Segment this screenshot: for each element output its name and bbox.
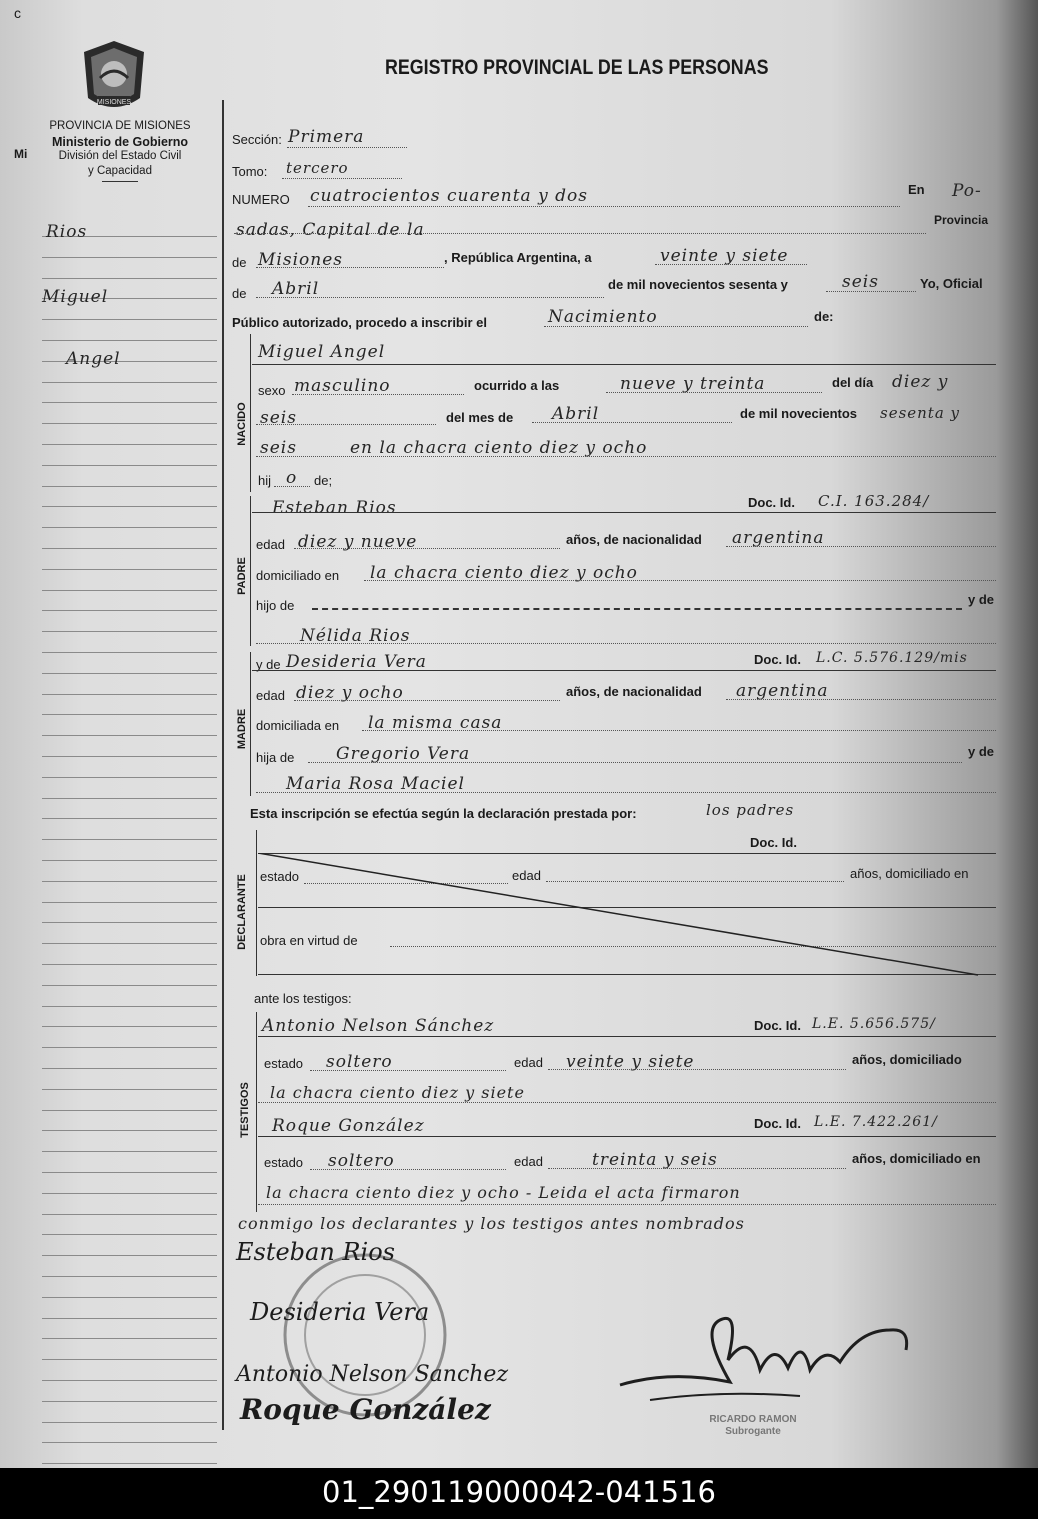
mes-value: Abril xyxy=(552,404,600,424)
madre-hija-label: hija de xyxy=(256,750,295,765)
numero-value: cuatrocientos cuarenta y dos xyxy=(310,186,588,206)
testigo-1-edad-value: veinte y siete xyxy=(566,1052,695,1072)
org-line-division: División del Estado Civil xyxy=(58,150,182,162)
sexo-value: masculino xyxy=(294,376,391,396)
en-label: En xyxy=(908,182,925,197)
margin-rule xyxy=(42,506,217,507)
org-line-province: PROVINCIA DE MISIONES xyxy=(49,120,191,132)
testigo-2-name: Roque González xyxy=(272,1116,425,1136)
year-line xyxy=(826,291,916,292)
hora-line xyxy=(606,392,822,393)
dia-cont-value: seis xyxy=(260,408,297,428)
signature-witness-1: Antonio Nelson Sanchez xyxy=(236,1362,509,1387)
nacido-rule xyxy=(250,334,251,492)
margin-rule xyxy=(42,631,217,632)
numero-label: NUMERO xyxy=(232,192,290,207)
padre-hijo-line xyxy=(312,608,962,610)
seccion-label: Sección: xyxy=(232,132,282,147)
testigo-2-edad-label: edad xyxy=(514,1154,543,1169)
margin-rule xyxy=(42,714,217,715)
padre-edad-label: edad xyxy=(256,537,285,552)
declarante-intro-label: Esta inscripción se efectúa según la declaración prestada por: xyxy=(250,806,637,821)
tomo-value: tercero xyxy=(286,159,349,177)
madre-mother-line xyxy=(256,792,996,793)
official-signature-icon xyxy=(610,1290,920,1420)
margin-rule xyxy=(42,548,217,549)
org-divider xyxy=(102,181,138,182)
margin-rule xyxy=(42,839,217,840)
testigo-1-estado-line xyxy=(310,1070,506,1071)
org-header xyxy=(20,121,220,182)
nacido-name: Miguel Angel xyxy=(258,342,386,362)
padre-edad-line xyxy=(294,548,560,549)
padre-nac-value: argentina xyxy=(732,528,825,548)
en-value: Po- xyxy=(952,181,982,201)
madre-nac-label: años, de nacionalidad xyxy=(566,684,702,699)
testigos-intro-label: ante los testigos: xyxy=(254,991,352,1006)
madre-nac-value: argentina xyxy=(736,681,829,701)
left-stub-text: Mi xyxy=(14,147,28,161)
testigo-1-anos-label: años, domiciliado xyxy=(852,1052,962,1067)
padre-mother-value: Nélida Rios xyxy=(300,626,411,646)
madre-name-line xyxy=(252,670,996,671)
margin-rule xyxy=(42,1089,217,1090)
testigo-1-edad-label: edad xyxy=(514,1055,543,1070)
madre-dom-label: domiciliada en xyxy=(256,718,340,733)
margin-rule xyxy=(42,527,217,528)
publico-label: Público autorizado, procedo a inscribir el xyxy=(232,315,487,330)
anio-value: sesenta y xyxy=(880,404,961,422)
margin-rule xyxy=(42,1442,217,1443)
seal-text: MISIONES xyxy=(96,99,132,106)
margin-rule xyxy=(42,486,217,487)
page-title: REGISTRO PROVINCIAL DE LAS PERSONAS xyxy=(385,56,769,79)
nacido-section-label: NACIDO xyxy=(236,402,248,446)
margin-rule xyxy=(42,902,217,903)
seccion-line xyxy=(287,147,407,148)
margin-rule xyxy=(42,1380,217,1381)
margin-rule xyxy=(42,569,217,570)
margin-rule xyxy=(42,735,217,736)
padre-doc-label: Doc. Id. xyxy=(748,495,795,510)
margin-rule xyxy=(42,1401,217,1402)
day-value: veinte y siete xyxy=(660,246,789,266)
margin-rule xyxy=(42,860,217,861)
dia-value: diez y xyxy=(892,372,949,392)
testigo-1-name: Antonio Nelson Sánchez xyxy=(262,1016,495,1036)
act-type-value: Nacimiento xyxy=(548,307,658,327)
margin-rule xyxy=(42,1463,217,1464)
madre-mother-value: Maria Rosa Maciel xyxy=(286,774,465,794)
declarante-edad-label: edad xyxy=(512,868,541,883)
madre-y-de-label: y de xyxy=(256,657,281,672)
margin-rule xyxy=(42,1338,217,1339)
testigo-1-dom-value: la chacra ciento diez y siete xyxy=(270,1083,525,1102)
margin-rule xyxy=(42,1255,217,1256)
testigo-1-edad-line xyxy=(548,1069,846,1070)
city-value: sadas, Capital de la xyxy=(236,220,425,240)
margin-rule xyxy=(42,610,217,611)
margin-rule xyxy=(42,943,217,944)
margin-rule xyxy=(42,1151,217,1152)
signature-witness-2: Roque González xyxy=(240,1393,491,1426)
declarante-anos-label: años, domiciliado en xyxy=(850,866,969,881)
dia-cont-line xyxy=(256,424,436,425)
declarante-strikethrough xyxy=(258,853,998,977)
testigo-2-doc-label: Doc. Id. xyxy=(754,1116,801,1131)
sexo-line xyxy=(292,394,464,395)
mes-label: del mes de xyxy=(446,410,514,425)
province-value: Misiones xyxy=(258,250,343,270)
margin-rule xyxy=(42,652,217,653)
madre-name: Desideria Vera xyxy=(286,652,427,672)
org-line-capacity: y Capacidad xyxy=(88,164,152,177)
padre-nac-line xyxy=(726,546,996,547)
declarante-intro-value: los padres xyxy=(706,801,795,819)
margin-rule xyxy=(42,423,217,424)
stamp-caption-role: Subrogante xyxy=(725,1426,781,1437)
testigo-2-edad-line xyxy=(548,1168,846,1169)
corner-mark: c xyxy=(14,5,21,21)
de-semicolon-label: de; xyxy=(314,473,333,488)
anio-label: de mil novecientos xyxy=(740,406,858,421)
madre-nac-line xyxy=(726,699,996,700)
padre-rule xyxy=(250,496,251,646)
testigo-2-doc-value: L.E. 7.422.261/ xyxy=(814,1114,938,1130)
testigo-2-name-line xyxy=(258,1136,996,1137)
tomo-label: Tomo: xyxy=(232,164,268,179)
testigo-1-estado-value: soltero xyxy=(326,1052,393,1072)
provincia-label: Provincia xyxy=(934,213,989,227)
madre-edad-value: diez y ocho xyxy=(296,683,404,703)
sexo-label: sexo xyxy=(258,383,286,398)
madre-section-label: MADRE xyxy=(236,708,248,750)
hij-value: o xyxy=(286,468,298,488)
year-value: seis xyxy=(842,272,879,292)
margin-rule xyxy=(42,1110,217,1111)
month-value: Abril xyxy=(272,279,320,299)
testigo-2-dom-value: la chacra ciento diez y ocho - Leida el acta firmaron xyxy=(266,1183,741,1202)
padre-section-label: PADRE xyxy=(236,557,248,595)
madre-father-line xyxy=(308,762,962,763)
margin-rule xyxy=(42,278,217,279)
padre-dom-value: la chacra ciento diez y ocho xyxy=(370,563,638,583)
margin-note-first-name: Miguel xyxy=(42,287,109,307)
margin-rule xyxy=(42,257,217,258)
margin-rule xyxy=(42,1047,217,1048)
padre-dom-label: domiciliado en xyxy=(256,568,340,583)
margin-rule xyxy=(42,1359,217,1360)
testigos-rule xyxy=(256,1012,257,1212)
padre-doc-value: C.I. 163.284/ xyxy=(818,492,930,510)
padre-dom-line xyxy=(364,580,996,581)
declarante-section-label: DECLARANTE xyxy=(236,874,248,950)
margin-rule xyxy=(42,798,217,799)
testigo-1-doc-value: L.E. 5.656.575/ xyxy=(812,1016,936,1032)
padre-name-line xyxy=(252,512,996,513)
de-colon-label: de: xyxy=(814,309,834,324)
oficial-label: Yo, Oficial xyxy=(920,276,983,291)
margin-rule xyxy=(42,1130,217,1131)
margin-rule xyxy=(42,340,217,341)
margin-note-surname: Rios xyxy=(46,222,88,242)
margin-rule xyxy=(42,1193,217,1194)
numero-line xyxy=(308,206,900,207)
declarante-estado-label: estado xyxy=(260,869,300,884)
margin-rule xyxy=(42,777,217,778)
margin-rule xyxy=(42,964,217,965)
act-type-line xyxy=(544,326,808,327)
padre-mother-line xyxy=(256,643,996,644)
testigo-2-estado-line xyxy=(310,1169,506,1170)
margin-rule xyxy=(42,465,217,466)
margin-rule xyxy=(42,922,217,923)
margin-rule xyxy=(42,694,217,695)
hij-label: hij xyxy=(258,473,272,488)
madre-dom-line xyxy=(362,730,996,731)
padre-y-de-label: y de xyxy=(968,592,995,607)
year-label: de mil novecientos sesenta y xyxy=(608,277,788,292)
declarante-doc-label: Doc. Id. xyxy=(750,835,797,850)
margin-rule xyxy=(42,1318,217,1319)
margin-rule xyxy=(42,590,217,591)
signature-mother: Desideria Vera xyxy=(250,1298,430,1326)
madre-doc-label: Doc. Id. xyxy=(754,652,801,667)
declarante-rule xyxy=(256,830,257,976)
tomo-line xyxy=(282,178,402,179)
footer-image-id: 01_290119000042-041516 xyxy=(322,1475,716,1509)
margin-rule xyxy=(42,1172,217,1173)
closing-text: conmigo los declarantes y los testigos antes nombrados xyxy=(238,1214,745,1233)
margin-rule xyxy=(42,756,217,757)
padre-edad-value: diez y nueve xyxy=(298,532,418,552)
de-label: de xyxy=(232,255,247,270)
margin-rule xyxy=(42,1422,217,1423)
margin-rule xyxy=(42,673,217,674)
testigo-1-doc-label: Doc. Id. xyxy=(754,1018,801,1033)
margin-rule xyxy=(42,818,217,819)
seccion-value: Primera xyxy=(288,127,365,147)
main-vertical-rule xyxy=(222,100,224,1430)
provincial-seal-icon xyxy=(80,38,148,118)
padre-name: Esteban Rios xyxy=(272,498,397,518)
lugar-value: en la chacra ciento diez y ocho xyxy=(350,438,648,458)
ocurrido-label: ocurrido a las xyxy=(474,378,560,393)
margin-rule xyxy=(42,1026,217,1027)
nacido-name-line xyxy=(252,364,996,365)
padre-nac-label: años, de nacionalidad xyxy=(566,532,702,547)
anio-cont-value: seis xyxy=(260,438,297,458)
hora-value: nueve y treinta xyxy=(620,374,766,394)
testigo-2-estado-value: soltero xyxy=(328,1151,395,1171)
org-line-ministry: Ministerio de Gobierno xyxy=(51,134,189,149)
margin-rule xyxy=(42,1276,217,1277)
testigo-2-dom-line xyxy=(258,1204,996,1205)
margin-rule xyxy=(42,1214,217,1215)
margin-rule xyxy=(42,1297,217,1298)
madre-dom-value: la misma casa xyxy=(368,713,503,733)
del-dia-label: del día xyxy=(832,375,874,390)
testigo-1-dom-line xyxy=(258,1102,996,1103)
margin-rule xyxy=(42,1068,217,1069)
margin-rule xyxy=(42,402,217,403)
madre-edad-line xyxy=(294,700,560,701)
stamp-caption-name: RICARDO RAMON xyxy=(709,1414,797,1425)
madre-father-value: Gregorio Vera xyxy=(336,744,471,764)
hij-line xyxy=(274,486,310,487)
testigo-2-anos-label: años, domiciliado en xyxy=(852,1151,981,1166)
day-line xyxy=(655,264,807,265)
de2-label: de xyxy=(232,286,247,301)
lugar-line xyxy=(256,456,996,457)
margin-rule xyxy=(42,985,217,986)
margin-note-second-name: Angel xyxy=(66,349,121,369)
mes-line xyxy=(532,422,732,423)
margin-ruled-lines xyxy=(42,200,220,1468)
republica-label: , República Argentina, a xyxy=(444,250,592,265)
madre-doc-value: L.C. 5.576.129/mis xyxy=(816,650,968,666)
signature-father: Esteban Rios xyxy=(236,1238,395,1266)
margin-rule xyxy=(42,382,217,383)
testigo-2-estado-label: estado xyxy=(264,1155,304,1170)
margin-rule xyxy=(42,1234,217,1235)
margin-rule xyxy=(42,444,217,445)
madre-y-de-label-2: y de xyxy=(968,744,995,759)
testigo-2-edad-value: treinta y seis xyxy=(592,1150,718,1170)
margin-rule xyxy=(42,881,217,882)
margin-rule xyxy=(42,1006,217,1007)
madre-rule xyxy=(250,652,251,796)
padre-hijo-label: hijo de xyxy=(256,598,295,613)
margin-rule xyxy=(42,319,217,320)
madre-edad-label: edad xyxy=(256,688,285,703)
testigos-section-label: TESTIGOS xyxy=(239,1082,251,1138)
testigo-1-estado-label: estado xyxy=(264,1056,304,1071)
month-line xyxy=(256,297,604,298)
province-line xyxy=(256,267,444,268)
city-line xyxy=(234,233,926,234)
declarante-obra-label: obra en virtud de xyxy=(260,933,358,948)
testigo-1-name-line xyxy=(258,1036,996,1037)
